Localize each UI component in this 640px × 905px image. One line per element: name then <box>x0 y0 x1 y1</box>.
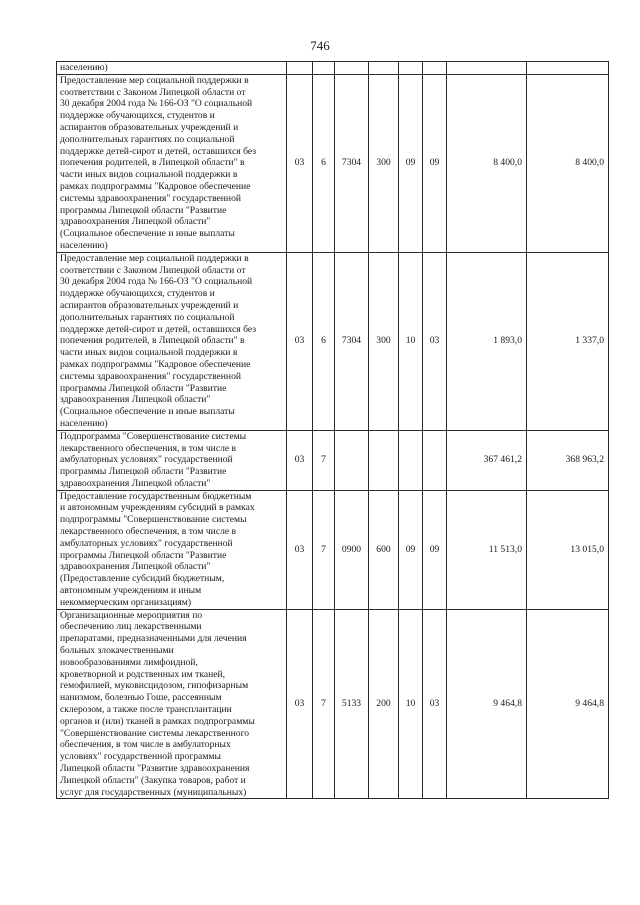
table-row <box>57 62 609 75</box>
description-line: Липецкой области "Развитие здравоохранения <box>60 763 250 775</box>
cell-article-code: 7304 <box>335 74 369 252</box>
cell-rz-code <box>399 430 423 490</box>
description-line: аспирантов образовательных учреждений и <box>60 121 239 133</box>
cell-expense-kind: 200 <box>369 609 399 799</box>
cell-section-code: 7 <box>313 490 335 609</box>
description-line: соответствии с Законом Липецкой области от <box>60 264 246 276</box>
cell-section-code: 7 <box>313 609 335 799</box>
cell-description <box>57 609 287 799</box>
description-line: здравоохранения Липецкой области" <box>60 394 211 406</box>
cell-pr-code: 09 <box>423 74 447 252</box>
table-row <box>57 74 609 252</box>
cell-pr-code: 09 <box>423 490 447 609</box>
page-number: 746 <box>310 38 330 53</box>
cell-sum-year-1: 1 893,0 <box>447 252 527 430</box>
cell-description <box>57 62 287 75</box>
description-line: населению) <box>60 239 108 251</box>
description-line: органов и (или) тканей в рамках подпрограммы <box>60 715 255 727</box>
cell-pr-code: 03 <box>423 252 447 430</box>
description-line: поддержке детей-сирот и детей, оставшихся без <box>60 145 257 157</box>
description-line: Предоставление мер социальной поддержки в <box>60 74 249 86</box>
cell-sum-year-1 <box>447 62 527 75</box>
description-line: гемофилией, муковисцидозом, гипофизарным <box>60 680 249 692</box>
cell-section-code: 6 <box>313 252 335 430</box>
description-line: части иных видов социальной поддержки в <box>60 347 238 359</box>
cell-pr-code <box>423 430 447 490</box>
description-line: препаратами, предназначенными для лечения <box>60 633 247 645</box>
description-line: амбулаторных условиях" государственной <box>60 537 233 549</box>
cell-sum-year-2: 9 464,8 <box>527 609 609 799</box>
description-line: программы Липецкой области "Развитие <box>60 466 227 478</box>
description-line: новообразованиями лимфоидной, <box>60 656 198 668</box>
description-line: аспирантов образовательных учреждений и <box>60 299 239 311</box>
description-line: поддержке обучающихся, студентов и <box>60 110 215 122</box>
cell-admin-code: 03 <box>287 430 313 490</box>
description-line: рамках подпрограммы "Кадровое обеспечение <box>60 358 251 370</box>
cell-admin-code: 03 <box>287 74 313 252</box>
description-line: здравоохранения Липецкой области" <box>60 216 211 228</box>
cell-section-code: 6 <box>313 74 335 252</box>
description-line: Организационные мероприятия по <box>60 609 203 621</box>
cell-sum-year-2: 1 337,0 <box>527 252 609 430</box>
description-line: (Социальное обеспечение и иные выплаты <box>60 228 235 240</box>
description-line: 30 декабря 2004 года № 166-ОЗ "О социальной <box>60 276 253 288</box>
description-line: поддержке детей-сирот и детей, оставшихся без <box>60 323 257 335</box>
description-line: программы Липецкой области "Развитие <box>60 549 227 561</box>
cell-article-code <box>335 430 369 490</box>
cell-rz-code: 09 <box>399 74 423 252</box>
cell-expense-kind <box>369 430 399 490</box>
description-line: и автономным учреждениям субсидий в рамках <box>60 502 255 514</box>
description-line: 30 декабря 2004 года № 166-ОЗ "О социальной <box>60 98 253 110</box>
description-line: системы здравоохранения" государственной <box>60 370 242 382</box>
description-line: программы Липецкой области "Развитие <box>60 382 227 394</box>
cell-article-code: 0900 <box>335 490 369 609</box>
description-line: здравоохранения Липецкой области" <box>60 561 211 573</box>
description-line: склерозом, а также после трансплантации <box>60 704 232 716</box>
cell-expense-kind: 300 <box>369 252 399 430</box>
description-line: программы Липецкой области "Развитие <box>60 204 227 216</box>
description-line: попечения родителей, в Липецкой области" в <box>60 157 245 169</box>
description-line: дополнительных гарантиях по социальной <box>60 133 235 145</box>
description-line: "Совершенствование системы лекарственного <box>60 727 250 739</box>
cell-pr-code: 03 <box>423 609 447 799</box>
cell-section-code: 7 <box>313 430 335 490</box>
table-row <box>57 490 609 609</box>
description-line: услуг для государственных (муниципальных) <box>60 786 247 798</box>
cell-pr-code <box>423 62 447 75</box>
cell-admin-code <box>287 62 313 75</box>
cell-sum-year-1: 367 461,2 <box>447 430 527 490</box>
description-line: попечения родителей, в Липецкой области" в <box>60 335 245 347</box>
cell-rz-code <box>399 62 423 75</box>
description-line: обеспечению лиц лекарственными <box>60 621 202 633</box>
description-line: обеспечения, в том числе в амбулаторных <box>60 739 231 751</box>
cell-section-code <box>313 62 335 75</box>
cell-sum-year-1: 11 513,0 <box>447 490 527 609</box>
cell-article-code: 7304 <box>335 252 369 430</box>
description-line: здравоохранения Липецкой области" <box>60 477 211 489</box>
description-line: соответствии с Законом Липецкой области от <box>60 86 246 98</box>
cell-admin-code: 03 <box>287 490 313 609</box>
table-row <box>57 609 609 799</box>
description-line: условиях" государственной программы <box>60 751 221 763</box>
description-line: поддержке обучающихся, студентов и <box>60 288 215 300</box>
table-row <box>57 430 609 490</box>
cell-expense-kind: 300 <box>369 74 399 252</box>
cell-sum-year-1: 9 464,8 <box>447 609 527 799</box>
cell-rz-code: 10 <box>399 252 423 430</box>
description-line: (Предоставление субсидий бюджетным, <box>60 573 225 585</box>
description-line: Липецкой области" (Закупка товаров, работ и <box>60 774 246 786</box>
cell-admin-code: 03 <box>287 609 313 799</box>
cell-article-code: 5133 <box>335 609 369 799</box>
cell-rz-code: 10 <box>399 609 423 799</box>
description-line: амбулаторных условиях" государственной <box>60 454 233 466</box>
cell-expense-kind: 600 <box>369 490 399 609</box>
cell-admin-code: 03 <box>287 252 313 430</box>
cell-sum-year-2 <box>527 62 609 75</box>
description-line: Предоставление мер социальной поддержки в <box>60 252 249 264</box>
cell-description <box>57 74 287 252</box>
description-line: населению) <box>60 417 108 429</box>
cell-description <box>57 252 287 430</box>
cell-description <box>57 430 287 490</box>
description-line: рамках подпрограммы "Кадровое обеспечение <box>60 180 251 192</box>
description-line: Подпрограмма "Совершенствование системы <box>60 430 247 442</box>
description-line: нанизмом, болезнью Гоше, рассеянным <box>60 692 222 704</box>
description-line: системы здравоохранения" государственной <box>60 192 242 204</box>
description-line: подпрограммы "Совершенствование системы <box>60 514 247 526</box>
description-line: части иных видов социальной поддержки в <box>60 169 238 181</box>
description-line: лекарственного обеспечения, в том числе в <box>60 442 237 454</box>
description-line: населению) <box>60 62 108 73</box>
cell-sum-year-2: 368 963,2 <box>527 430 609 490</box>
cell-sum-year-2: 8 400,0 <box>527 74 609 252</box>
description-line: (Социальное обеспечение и иные выплаты <box>60 406 235 418</box>
cell-sum-year-1: 8 400,0 <box>447 74 527 252</box>
description-line: лекарственного обеспечения, в том числе в <box>60 526 237 538</box>
cell-description <box>57 490 287 609</box>
description-line: Предоставление государственным бюджетным <box>60 490 252 502</box>
cell-rz-code: 09 <box>399 490 423 609</box>
description-line: некоммерческим организациям) <box>60 596 192 608</box>
description-line: больных злокачественными <box>60 645 174 657</box>
description-line: кроветворной и родственных им тканей, <box>60 668 226 680</box>
budget-table <box>56 61 609 799</box>
cell-article-code <box>335 62 369 75</box>
cell-expense-kind <box>369 62 399 75</box>
description-line: дополнительных гарантиях по социальной <box>60 311 235 323</box>
cell-sum-year-2: 13 015,0 <box>527 490 609 609</box>
table-row <box>57 252 609 430</box>
description-line: автономным учреждениям и иным <box>60 585 202 597</box>
